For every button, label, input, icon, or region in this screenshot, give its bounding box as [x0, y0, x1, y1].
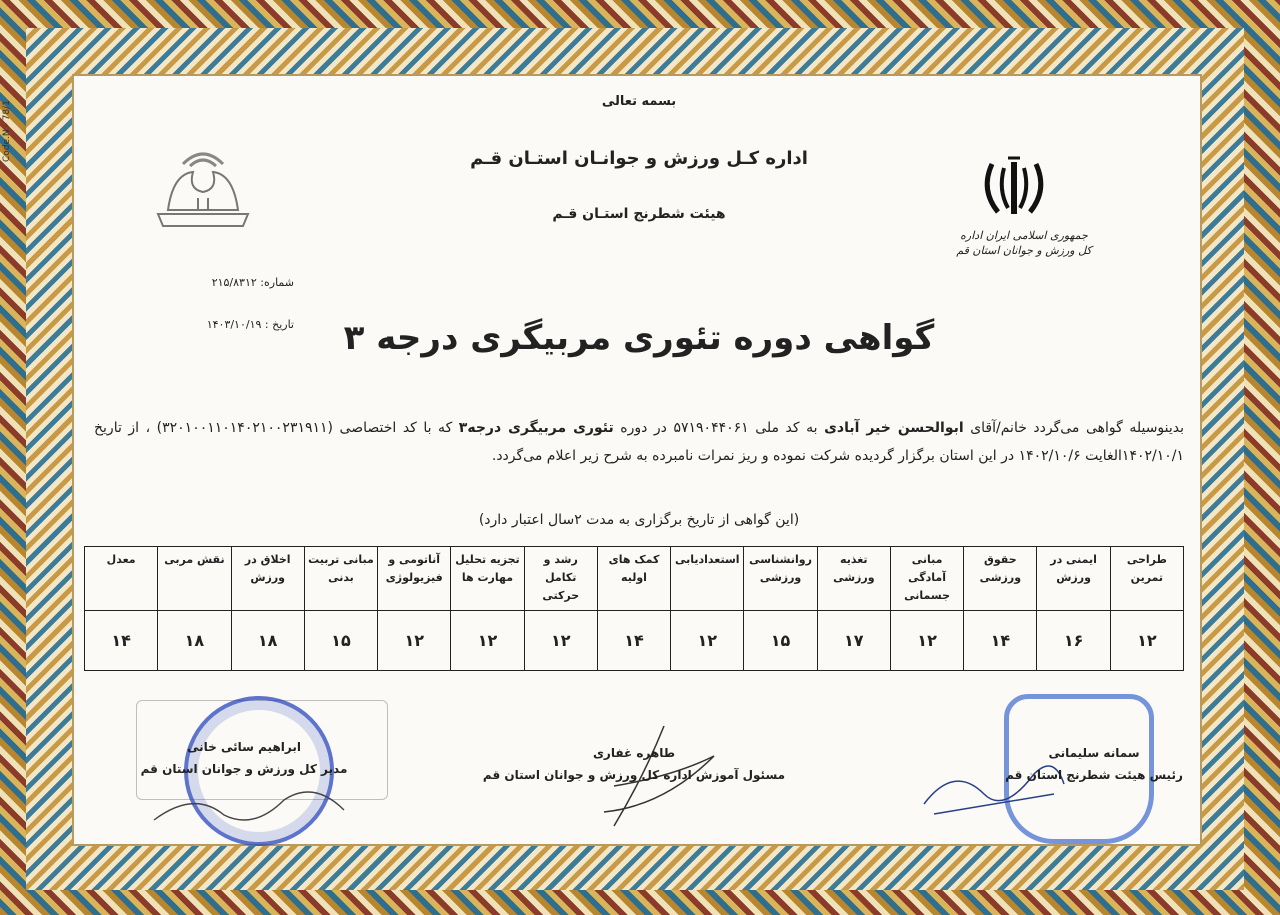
score-cell: ۱۲	[378, 611, 451, 671]
score-cell: ۱۵	[744, 611, 817, 671]
emblem-caption: جمهوری اسلامی ایران اداره کل ورزش و جوانان استان قم	[956, 229, 1092, 257]
organization-title: اداره کـل ورزش و جوانـان استـان قـم	[470, 148, 808, 169]
iran-emblem	[974, 154, 1054, 226]
signature-block-center	[464, 742, 804, 786]
header-cell: کمک های اولیه	[597, 547, 670, 611]
signer-name-right: سمانه سلیمانی	[1048, 746, 1140, 760]
certificate-body	[94, 414, 1184, 470]
score-cell: ۱۴	[964, 611, 1037, 671]
signature-block-left	[114, 736, 374, 780]
number-label: شماره:	[260, 276, 294, 289]
header-cell: تغذیه ورزشی	[817, 547, 890, 611]
bismillah: بسمه تعالی	[601, 94, 677, 109]
number-value: ۲۱۵/۸۳۱۲	[211, 276, 257, 289]
score-cell: ۱۴	[597, 611, 670, 671]
score-cell: ۱۶	[1037, 611, 1110, 671]
date-label: تاریخ :	[264, 318, 294, 331]
certificate-title: گواهی دوره تئوری مربیگری درجه ۳	[343, 318, 935, 358]
header-cell: رشد و تکامل حرکتی	[524, 547, 597, 611]
validity-note: (این گواهی از تاریخ برگزاری به مدت ۲سال اعتبار دارد)	[478, 512, 800, 528]
score-cell: ۱۷	[817, 611, 890, 671]
header-cell: معدل	[85, 547, 158, 611]
course-name: تئوری مربیگری درجه۳	[458, 420, 614, 436]
score-cell: ۱۲	[524, 611, 597, 671]
board-title: هیئت شطرنج استـان قـم	[552, 206, 726, 222]
date-value: ۱۴۰۳/۱۰/۱۹	[206, 318, 262, 331]
scores-header-row	[85, 547, 1184, 611]
header-cell: مبانی آمادگی جسمانی	[890, 547, 963, 611]
header-cell: ایمنی در ورزش	[1037, 547, 1110, 611]
header-cell: تجزیه تحلیل مهارت ها	[451, 547, 524, 611]
scores-table	[84, 546, 1184, 671]
header-cell: اخلاق در ورزش	[231, 547, 304, 611]
score-cell: ۱۸	[231, 611, 304, 671]
signer-title-left: مدیر کل ورزش و جوانان استان قم	[140, 762, 348, 776]
header-cell: مبانی تربیت بدنی	[304, 547, 377, 611]
certificate-paper	[72, 74, 1202, 846]
score-cell: ۱۲	[1110, 611, 1183, 671]
body-part-3: که با کد اختصاصی (۳۲۰۱۰۰۱۱۰۱۴۰۲۱۰۰۲۳۱۹۱۱) ، از تاریخ ۱۴۰۲/۱۰/۱الغایت ۱۴۰۲/۱۰/۶ در این استان برگزار گردیده شرکت نموده و ریز نمرات نامبرده به شرح زیر اعلام می‌گردد.	[94, 420, 1184, 464]
header-cell: استعدادیابی	[671, 547, 744, 611]
signer-name-left: ابراهیم سائی خانی	[187, 740, 301, 754]
score-cell: ۱۵	[304, 611, 377, 671]
signature-block-right	[994, 742, 1194, 786]
score-cell: ۱۲	[451, 611, 524, 671]
signer-title-center: مسئول آموزش اداره کل ورزش و جوانان استان قم	[482, 768, 786, 782]
body-part-1: بدینوسیله گواهی می‌گردد خانم/آقای	[970, 420, 1185, 436]
chess-federation-logo	[148, 144, 258, 234]
left-signature	[144, 770, 364, 840]
score-cell: ۱۲	[671, 611, 744, 671]
person-name: ابوالحسن خیر آبادی	[824, 420, 964, 436]
signer-title-right: رئیس هیئت شطرنج استان قم	[1005, 768, 1183, 782]
scores-value-row	[85, 611, 1184, 671]
score-cell: ۱۸	[158, 611, 231, 671]
header-cell: آناتومی و فیزیولوژی	[378, 547, 451, 611]
signer-name-center: طاهره غفاری	[592, 746, 676, 760]
score-cell: ۱۲	[890, 611, 963, 671]
header-cell: روانشناسی ورزشی	[744, 547, 817, 611]
side-code: Code.N - 78/1	[2, 100, 12, 162]
header-cell: نقش مربی	[158, 547, 231, 611]
header-cell: طراحی تمرین	[1110, 547, 1183, 611]
certificate-number	[174, 276, 294, 289]
score-cell: ۱۴	[85, 611, 158, 671]
body-part-2: به کد ملی ۵۷۱۹۰۴۴۰۶۱ در دوره	[620, 420, 818, 436]
header-cell: حقوق ورزشی	[964, 547, 1037, 611]
